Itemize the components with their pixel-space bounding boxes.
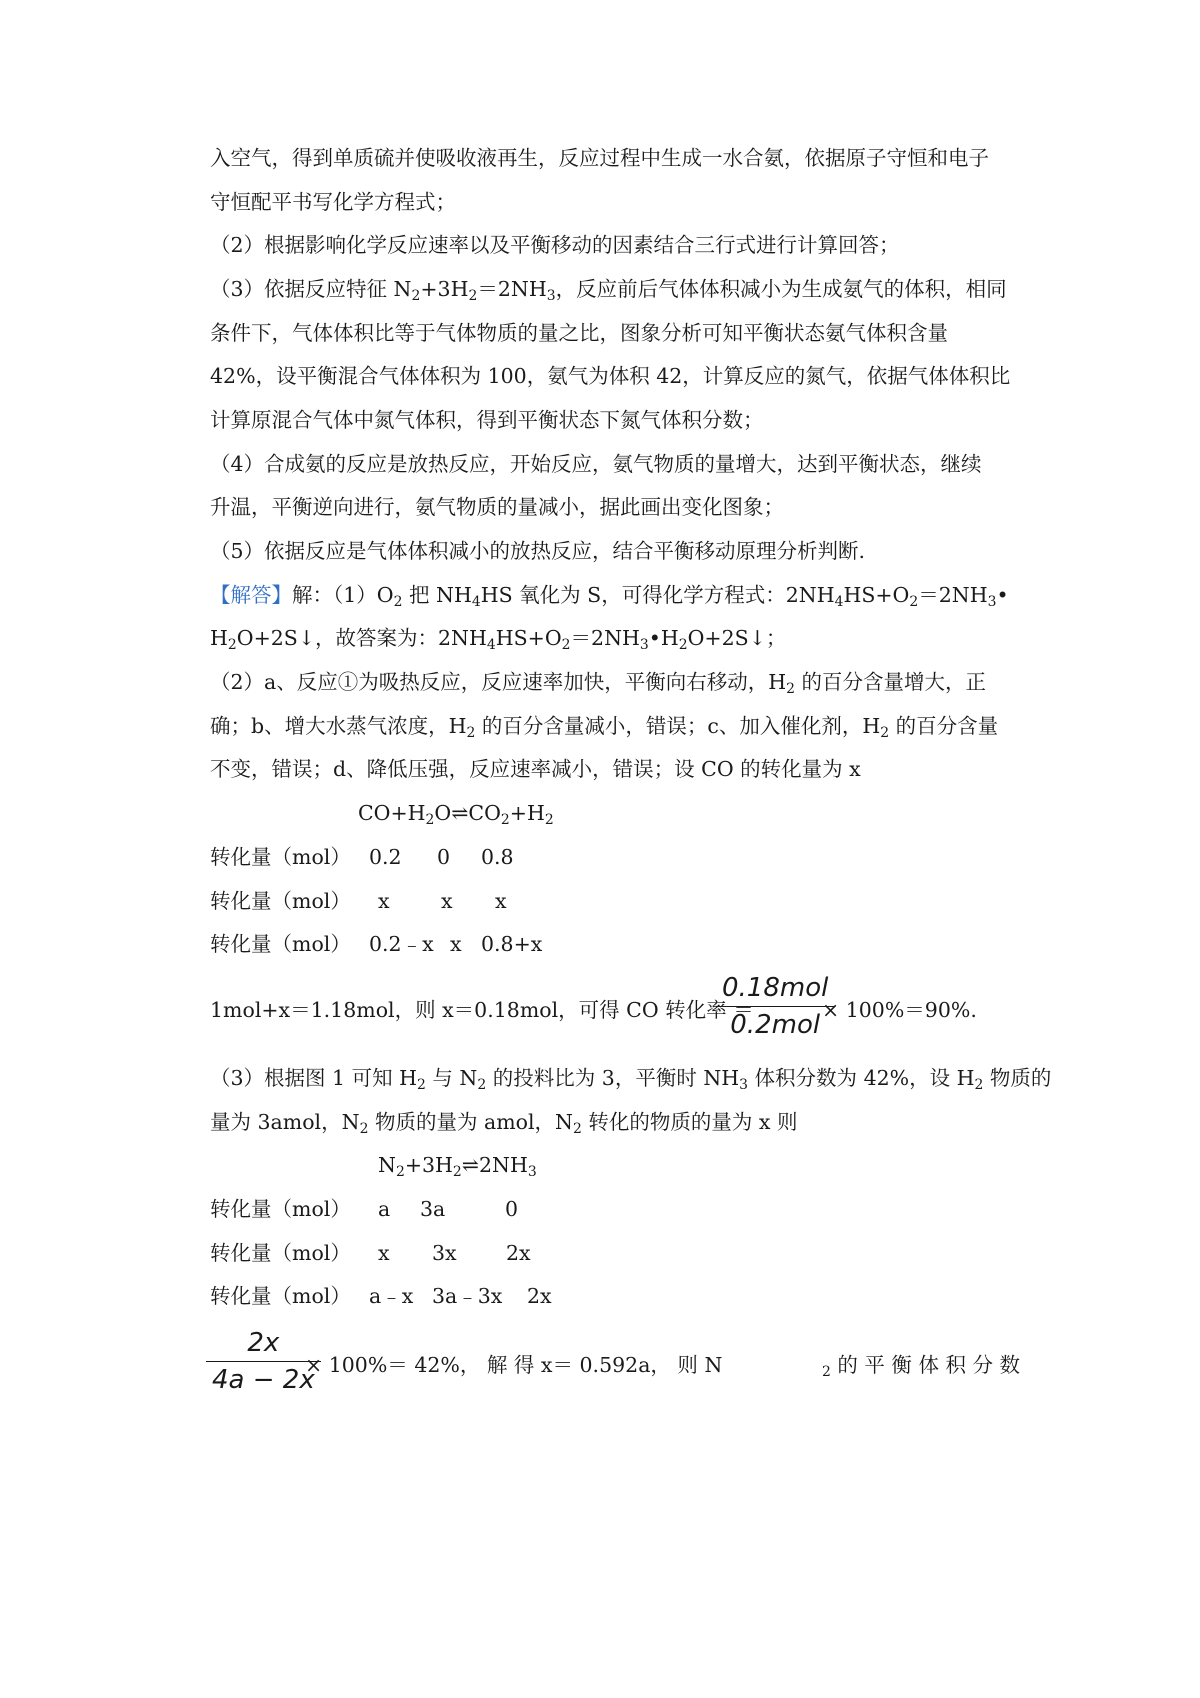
text-line: （4）合成氨的反应是放热反应，开始反应，氨气物质的量增大，达到平衡状态，继续 [210,452,982,476]
fraction-n2 [206,1325,321,1398]
text-line: H2O+2S↓，故答案为：2NH4HS+O2＝2NH3•H2O+2S↓； [210,626,787,653]
cell: x [495,889,507,913]
cell: 3a [420,1197,446,1221]
cell: 3x [432,1241,457,1265]
cell: 0 [437,845,451,869]
text-line: 守恒配平书写化学方程式； [210,190,456,214]
cell: 0.2 [369,845,402,869]
fraction-denominator: 4a − 2x [212,1365,315,1395]
row-label: 转化量（mol） [210,889,351,913]
row-label: 转化量（mol） [210,932,351,956]
fraction-numerator: 0.18mol [722,973,829,1003]
fraction-numerator: 2x [247,1328,280,1358]
text-line: 升温，平衡逆向进行，氨气物质的量减小，据此画出变化图象； [210,495,784,519]
equation-co: CO+H2O⇌CO2+H2 [358,801,554,828]
text-line: 计算原混合气体中氮气体积，得到平衡状态下氮气体积分数； [210,408,764,432]
text-line: （5）依据反应是气体体积减小的放热反应，结合平衡移动原理分析判断. [210,539,866,563]
cell: a [378,1197,391,1221]
fraction-denominator: 0.2mol [730,1010,821,1040]
row-label: 转化量（mol） [210,1197,351,1221]
conversion-line: 1mol+x＝1.18mol，则 x＝0.18mol，可得 CO 转化率 ＝ [210,998,754,1022]
text-line: （3）根据图 1 可知 H2 与 N2 的投料比为 3，平衡时 NH3 体积分数为 42%，设 H2 物质的 [210,1066,1052,1093]
cell: 0.8+x [481,932,543,956]
row-label: 转化量（mol） [210,1241,351,1265]
cell: x [441,889,453,913]
text-line: 条件下，气体体积比等于气体物质的量之比，图象分析可知平衡状态氨气体积含量 [210,321,948,345]
text-line: 量为 3amol，N2 物质的量为 amol，N2 转化的物质的量为 x 则 [210,1110,798,1137]
answer-line: 【解答】解：（1）O2 把 NH4HS 氧化为 S，可得化学方程式：2NH4HS+O2＝2NH3• [210,583,1009,610]
cell: 0.8 [481,845,514,869]
conversion-result: × 100%＝90%. [822,998,977,1022]
text-line: （2）根据影响化学反应速率以及平衡移动的因素结合三行式进行计算回答； [210,233,900,257]
cell: a﹣x [369,1284,414,1308]
text-line: （3）依据反应特征 N2+3H2＝2NH3，反应前后气体体积减小为生成氨气的体积，相同 [210,277,1007,304]
cell: 0 [505,1197,519,1221]
cell: 2x [527,1284,552,1308]
text-line: 入空气，得到单质硫并使吸收液再生，反应过程中生成一水合氨，依据原子守恒和电子 [210,146,989,170]
text-line: 确；b、增大水蒸气浓度，H2 的百分含量减小，错误；c、加入催化剂，H2 的百分含量 [210,714,999,741]
cell: x [378,889,390,913]
cell: 0.2﹣x [369,932,434,956]
equation-nh3: N2+3H2⇌2NH3 [378,1153,537,1180]
text-line: 42%，设平衡混合气体体积为 100，氨气为体积 42，计算反应的氮气，依据气体体积比 [210,364,1011,388]
cell: 2x [506,1241,531,1265]
final-line: × 100%＝ 42%， 解 得 x＝ 0.592a， 则 N 2 的 平 衡 体 积 分 数 [305,1353,1020,1380]
answer-label: 【解答】 [210,583,292,607]
row-label: 转化量（mol） [210,1284,351,1308]
text-line: （2）a、反应①为吸热反应，反应速率加快，平衡向右移动，H2 的百分含量增大，正 [210,670,987,697]
cell: x [378,1241,390,1265]
cell: 3a﹣3x [432,1284,503,1308]
fraction-co [716,970,834,1043]
text-line: 不变，错误；d、降低压强，反应速率减小，错误；设 CO 的转化量为 x [210,757,861,781]
cell: x [450,932,462,956]
row-label: 转化量（mol） [210,845,351,869]
